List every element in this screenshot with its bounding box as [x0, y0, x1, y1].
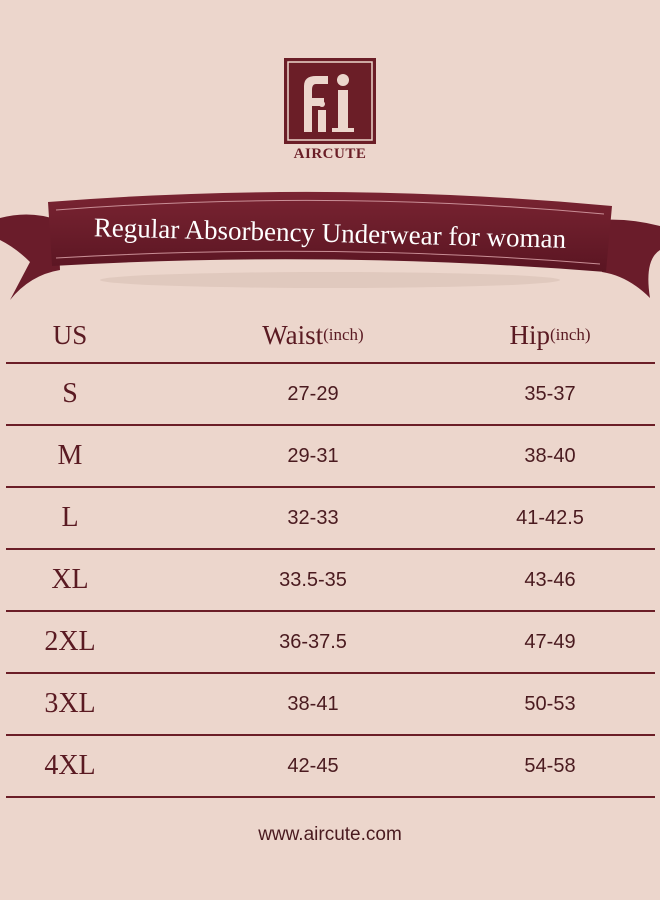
size-cell: 3XL — [44, 688, 96, 719]
waist-cell: 27-29 — [287, 382, 339, 405]
size-cell: XL — [51, 564, 89, 595]
waist-cell: 32-33 — [287, 506, 339, 529]
header-hip-unit: (inch) — [549, 325, 591, 344]
header-size-label: US — [52, 319, 88, 350]
waist-cell: 33.5-35 — [279, 568, 347, 591]
table-row — [6, 488, 655, 550]
table-row — [6, 426, 655, 488]
hip-cell: 43-46 — [524, 568, 576, 591]
table-row — [6, 364, 655, 426]
brand-name: AIRCUTE — [293, 146, 367, 162]
hip-cell: 47-49 — [524, 630, 576, 653]
size-cell: 4XL — [44, 750, 96, 781]
aircute-logo-icon — [284, 58, 376, 144]
header-waist-unit: (inch) — [323, 325, 364, 344]
table-row — [6, 736, 655, 798]
size-cell: L — [61, 502, 79, 533]
waist-cell: 38-41 — [287, 692, 339, 715]
hip-cell: 38-40 — [524, 444, 576, 467]
header-size — [6, 308, 134, 362]
header-hip — [450, 308, 650, 362]
size-chart-table — [6, 308, 655, 798]
table-row — [6, 612, 655, 674]
hip-cell: 54-58 — [524, 754, 576, 777]
size-cell: 2XL — [44, 626, 96, 657]
banner-title: Regular Absorbency Underwear for woman — [93, 212, 567, 254]
footer-url: www.aircute.com — [258, 824, 402, 845]
size-cell: M — [57, 440, 83, 471]
table-header-row — [6, 308, 655, 364]
waist-cell: 29-31 — [287, 444, 339, 467]
hip-cell: 35-37 — [524, 382, 576, 405]
table-row — [6, 550, 655, 612]
hip-cell: 41-42.5 — [516, 506, 584, 529]
hip-cell: 50-53 — [524, 692, 576, 715]
waist-cell: 42-45 — [287, 754, 339, 777]
header-hip-label: Hip — [509, 319, 550, 350]
header-waist — [213, 308, 413, 362]
size-cell: S — [62, 378, 78, 409]
header-waist-label: Waist — [262, 319, 324, 350]
waist-cell: 36-37.5 — [279, 630, 347, 653]
table-row — [6, 674, 655, 736]
